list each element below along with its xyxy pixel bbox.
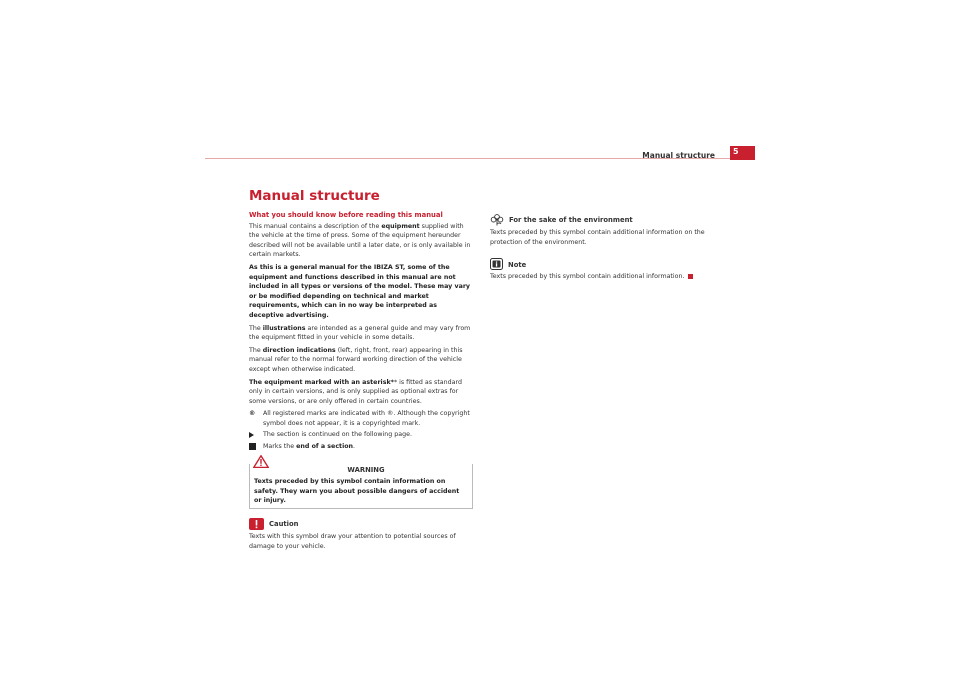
warning-box — [249, 464, 473, 509]
environment-text: Texts preceded by this symbol contain additional information on the protection of the environment. — [490, 229, 705, 246]
text: (left, right, front, rear) appearing in this manual refer to the normal forward working direction of the vehicle except when otherwise indicated. — [249, 346, 463, 373]
bold-text: direction indications — [262, 346, 336, 354]
text: Texts preceded by this symbol contain additional information. — [490, 273, 685, 281]
bullet-text: The section is continued on the following page. — [263, 431, 413, 439]
bold-text: illustrations — [262, 324, 306, 332]
end-of-section-icon — [249, 443, 256, 450]
text: The — [249, 346, 263, 354]
bullet-continued — [249, 430, 473, 440]
bold-text: As this is a general manual for the IBIZA ST, some of the equipment and functions described in this manual are not included in all types or versions of the model. These may vary or be modified depending on technical and market requirements, which can in no way be interpreted as deceptive advertising. — [249, 263, 471, 319]
paragraph-asterisk — [249, 378, 473, 407]
page-number: 5 — [730, 146, 755, 160]
header-title: Manual structure — [642, 151, 715, 160]
text: This manual contains a description of the — [249, 222, 382, 230]
text: . — [353, 443, 356, 451]
paragraph-illustrations — [249, 324, 473, 343]
bold-text: The equipment marked with an asterisk* — [249, 378, 394, 386]
section-subheading: What you should know before reading this manual — [249, 211, 443, 219]
bullet-registered — [249, 409, 473, 428]
paragraph-directions — [249, 346, 473, 375]
caution-icon — [249, 518, 264, 530]
caution-header — [249, 518, 473, 530]
arrow-right-icon — [249, 432, 254, 438]
page-title: Manual structure — [249, 188, 380, 204]
warning-heading: WARNING — [347, 465, 385, 474]
environment-heading: For the sake of the environment — [509, 216, 633, 225]
warning-triangle-icon — [253, 455, 269, 468]
bullet-symbol — [249, 430, 263, 440]
caution-heading: Caution — [269, 520, 299, 529]
text: are intended as a general guide and may vary from the equipment fitted in your vehicle in some details. — [249, 324, 471, 342]
left-column — [249, 211, 473, 551]
caution-block — [249, 518, 473, 551]
note-info-icon — [490, 258, 503, 270]
registered-mark: ® — [249, 410, 256, 418]
bullet-text — [263, 442, 355, 452]
warning-text: Texts preceded by this symbol contain information on safety. They warn you about possible dangers of accident or injury. — [254, 478, 460, 505]
note-text — [490, 272, 720, 282]
end-of-section-icon — [688, 274, 693, 279]
bold-text: equipment — [381, 222, 420, 230]
caution-text: Texts with this symbol draw your attention to potential sources of damage to your vehicle. — [249, 533, 456, 550]
bold-text: end of a section — [296, 443, 354, 451]
note-heading: Note — [508, 260, 527, 269]
note-header — [490, 258, 720, 270]
environment-flower-icon — [490, 214, 504, 226]
environment-block — [490, 214, 720, 247]
paragraph-equipment — [249, 222, 473, 260]
bullet-text: All registered marks are indicated with ®. Although the copyright symbol does not appear, it is a copyrighted mark. — [263, 410, 470, 427]
right-column — [490, 214, 720, 282]
text: * is fitted as standard only in certain versions, and is only supplied as optional extras for some versions, or are only offered in certain countries. — [249, 378, 462, 405]
bullet-end-section — [249, 442, 473, 452]
bullet-symbol — [249, 442, 263, 452]
text: Marks the — [263, 443, 297, 451]
text: supplied with the vehicle at the time of press. Some of the equipment hereunder described will not be available until a later date, or is only available in certain markets. — [249, 222, 471, 259]
paragraph-general-manual — [249, 263, 473, 321]
text: The — [249, 324, 263, 332]
environment-header — [490, 214, 720, 226]
note-block — [490, 258, 720, 282]
